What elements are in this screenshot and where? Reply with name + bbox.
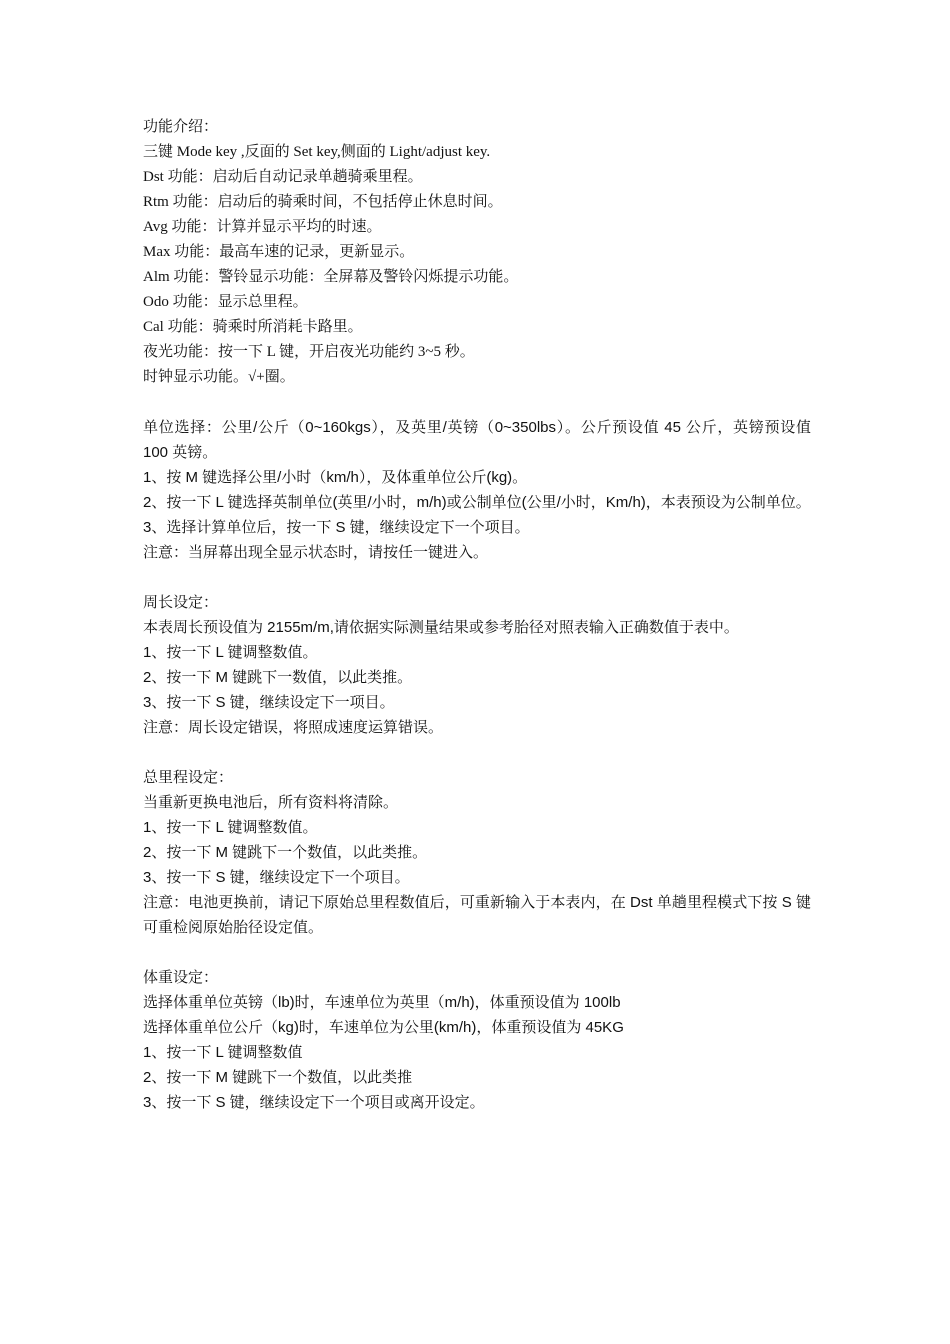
text-line: 夜光功能：按一下 L 键，开启夜光功能约 3~5 秒。	[143, 344, 475, 360]
text-line: 3、按一下 S 键，继续设定下一个项目或离开设定。	[143, 1094, 485, 1111]
text-line: 3、选择计算单位后，按一下 S 键，继续设定下一个项目。	[143, 519, 530, 536]
document-page	[143, 115, 811, 1115]
section-heading: 总里程设定：	[143, 769, 234, 786]
section-heading: 功能介绍：	[143, 119, 219, 135]
text-line: Alm 功能：警铃显示功能：全屏幕及警铃闪烁提示功能。	[143, 269, 519, 285]
section-heading: 体重设定：	[143, 969, 219, 986]
text-line: 1、按一下 L 键调整数值	[143, 1044, 303, 1061]
text-line: Dst 功能：启动后自动记录单趟骑乘里程。	[143, 169, 423, 185]
text-line: Cal 功能：骑乘时所消耗卡路里。	[143, 319, 363, 335]
text-line: 1、按一下 L 键调整数值。	[143, 819, 318, 836]
section-heading: 周长设定：	[143, 594, 219, 611]
text-line: 1、按 M 键选择公里/小时（km/h），及体重单位公斤(kg)。	[143, 469, 528, 486]
text-line: 3、按一下 S 键，继续设定下一项目。	[143, 694, 395, 711]
section-features	[143, 115, 811, 390]
text-line: 2、按一下 M 键跳下一数值，以此类推。	[143, 669, 413, 686]
text-line: 2、按一下 L 键选择英制单位(英里/小时，m/h)或公制单位(公里/小时，Km/h)，本表预设为公制单位。	[143, 494, 811, 511]
section-circumference-setting	[143, 590, 811, 740]
text-line: 选择体重单位公斤（kg)时，车速单位为公里(km/h)，体重预设值为 45KG	[143, 1019, 624, 1036]
text-line: 2、按一下 M 键跳下一个数值，以此类推	[143, 1069, 413, 1086]
text-line: Avg 功能：计算并显示平均的时速。	[143, 219, 382, 235]
text-line: 3、按一下 S 键，继续设定下一个项目。	[143, 869, 410, 886]
text-line: 注意：当屏幕出现全显示状态时，请按任一键进入。	[143, 544, 489, 561]
text-line: 注意：周长设定错误，将照成速度运算错误。	[143, 719, 444, 736]
text-line: 2、按一下 M 键跳下一个数值，以此类推。	[143, 844, 428, 861]
section-heading-paragraph: 单位选择：公里/公斤（0~160kgs），及英里/英镑（0~350lbs）。公斤预设值 45 公斤，英镑预设值 100 英镑。	[143, 419, 811, 461]
text-line: Odo 功能：显示总里程。	[143, 294, 308, 310]
text-line: 1、按一下 L 键调整数值。	[143, 644, 318, 661]
section-weight-setting	[143, 965, 811, 1115]
text-line: 三键 Mode key ,反面的 Set key,侧面的 Light/adjust key.	[143, 144, 491, 160]
section-odometer-setting	[143, 765, 811, 940]
text-line: Rtm 功能：启动后的骑乘时间，不包括停止休息时间。	[143, 194, 503, 210]
section-unit-selection	[143, 415, 811, 565]
text-line: 注意：电池更换前，请记下原始总里程数值后，可重新输入于本表内，在 Dst 单趟里程模式下按 S 键可重检阅原始胎径设定值。	[143, 894, 811, 936]
text-line: 本表周长预设值为 2155m/m,请依据实际测量结果或参考胎径对照表输入正确数值于表中。	[143, 619, 739, 636]
text-line: 选择体重单位英镑（lb)时，车速单位为英里（m/h)，体重预设值为 100lb	[143, 994, 621, 1011]
text-line: Max 功能：最高车速的记录，更新显示。	[143, 244, 415, 260]
text-line: 时钟显示功能。√+圈。	[143, 369, 295, 385]
text-line: 当重新更换电池后，所有资料将清除。	[143, 794, 399, 811]
